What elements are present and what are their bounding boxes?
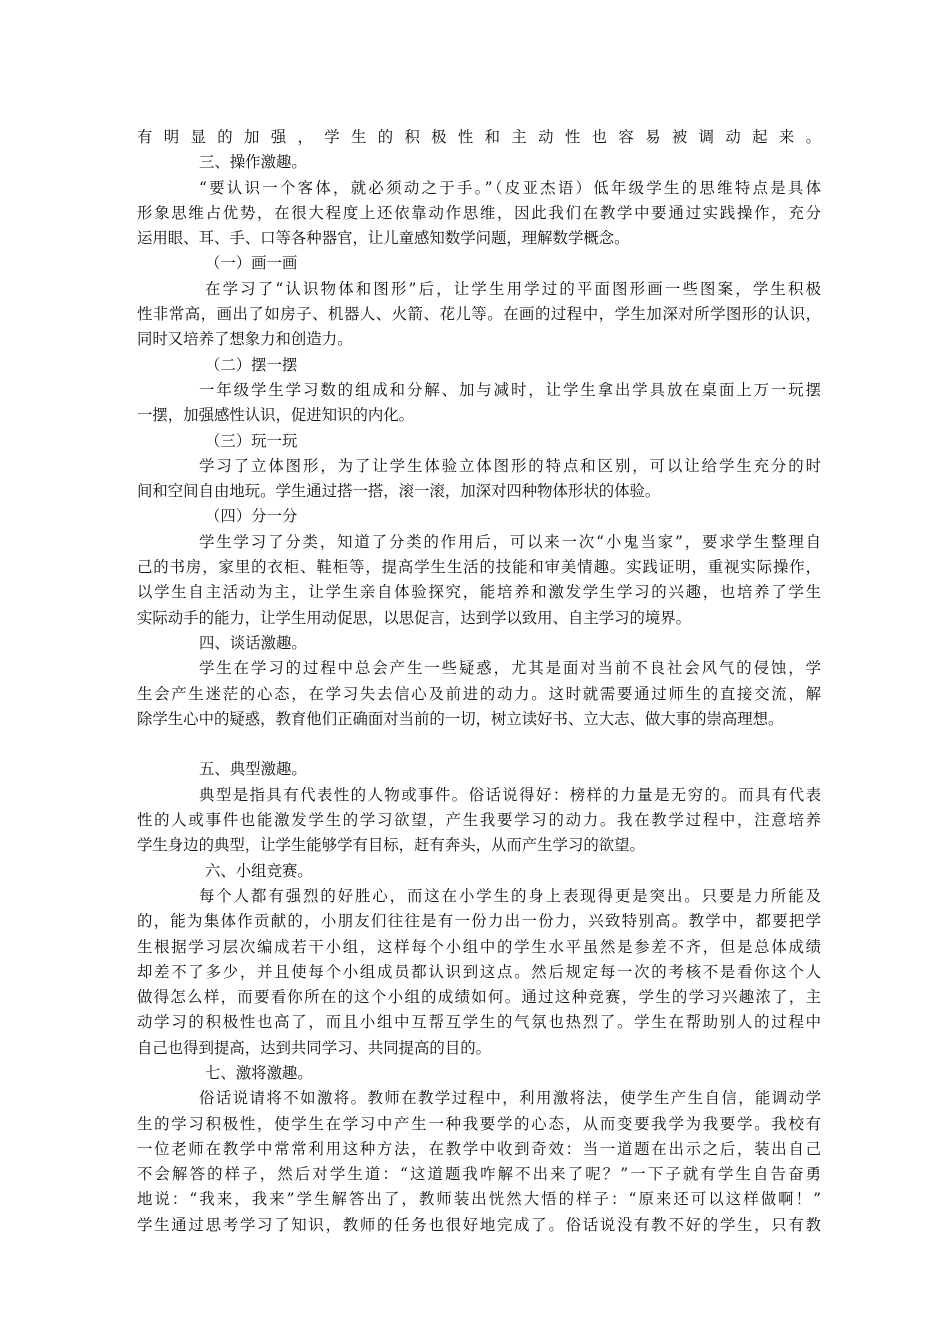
subheading-sort: （四）分一分: [205, 507, 298, 526]
text-line: 运用眼、耳、手、口等各种器官，让儿童感知数学问题，理解数学概念。: [137, 229, 630, 248]
text-line: 学生在学习的过程中总会产生一些疑惑，尤其是面对当前不良社会风气的侵蚀，学: [199, 659, 821, 678]
section-heading-model: 五、典型激趣。: [199, 760, 307, 779]
text-line: 不会解答的样子，然后对学生道：“这道题我咋解不出来了呢？”一下子就有学生自告奋勇: [137, 1165, 821, 1184]
text-line: 学习了立体图形，为了让学生体验立体图形的特点和区别，可以让给学生充分的时: [199, 456, 821, 475]
text-line: 学生通过思考学习了知识，教师的任务也很好地完成了。俗话说没有教不好的学生，只有教: [137, 1215, 821, 1234]
text-line: 自己也得到提高，达到共同学习、共同提高的目的。: [137, 1038, 491, 1057]
text-line: 一位老师在教学中常常利用这种方法，在教学中收到奇效：当一道题在出示之后，装出自己: [137, 1139, 821, 1158]
text-line: 己的书房，家里的衣柜、鞋柜等，提高学生生活的技能和审美情趣。实践证明，重视实际操作，: [137, 558, 821, 577]
section-heading-group-contest: 六、小组竞赛。: [205, 861, 313, 880]
text-line: 一年级学生学习数的组成和分解、加与减时，让学生拿出学具放在桌面上万一玩摆: [199, 380, 821, 399]
text-line: 每个人都有强烈的好胜心，而这在小学生的身上表现得更是突出。只要是力所能及: [199, 886, 821, 905]
text-line: 在学习了“认识物体和图形”后，让学生用学过的平面图形画一些图案，学生积极: [205, 279, 821, 298]
text-line: 做得怎么样，而要看你所在的这个小组的成绩如何。通过这种竞赛，学生的学习兴趣浓了，主: [137, 988, 821, 1007]
document-body: [137, 125, 821, 1238]
text-line: 有明显的加强，学生的积极性和主动性也容易被调动起来。: [137, 128, 821, 146]
text-line: 动学习的积极性也高了，而且小组中互帮互学生的气氛也热烈了。学生在帮助别人的过程中: [137, 1013, 821, 1032]
text-line: 性的人或事件也能激发学生的学习欲望，产生我要学习的动力。我在教学过程中，注意培养: [137, 811, 821, 830]
text-line: 地说：“我来，我来”学生解答出了，教师装出恍然大悟的样子：“原来还可以这样做啊！”: [137, 1190, 821, 1209]
text-line: 形象思维占优势，在很大程度上还依靠动作思维，因此我们在教学中要通过实践操作，充分: [137, 203, 821, 222]
text-line: 生会产生迷茫的心态，在学习失去信心及前进的动力。这时就需要通过师生的直接交流，解: [137, 684, 821, 703]
text-line: 除学生心中的疑惑，教育他们正确面对当前的一切，树立读好书、立大志、做大事的崇高理想。: [137, 709, 784, 728]
text-line: 实际动手的能力，让学生用动促思，以思促言，达到学以致用、自主学习的境界。: [137, 608, 692, 627]
subheading-draw: （一）画一画: [205, 254, 298, 273]
text-line: 性非常高，画出了如房子、机器人、火箭、花儿等。在画的过程中，学生加深对所学图形的认识，: [137, 305, 821, 324]
text-line: 学生学习了分类，知道了分类的作用后，可以来一次“小鬼当家”，要求学生整理自: [199, 532, 821, 551]
text-line: 俗话说请将不如激将。教师在教学过程中，利用激将法，使学生产生自信，能调动学: [199, 1089, 821, 1108]
subheading-arrange: （二）摆一摆: [205, 355, 298, 374]
text-line: 间和空间自由地玩。学生通过搭一搭，滚一滚，加深对四种物体形状的体验。: [137, 482, 661, 501]
text-line: 以学生自主活动为主，让学生亲自体验探究，能培养和激发学生学习的兴趣，也培养了学生: [137, 583, 821, 602]
subheading-play: （三）玩一玩: [205, 431, 298, 450]
text-line: 生的学习积极性，使学生在学习中产生一种我要学的心态，从而变要我学为我要学。我校有: [137, 1114, 821, 1133]
text-line: 一摆，加强感性认识，促进知识的内化。: [137, 406, 415, 425]
text-line: 却差不了多少，并且使每个小组成员都认识到这点。然后规定每一次的考核不是看你这个人: [137, 962, 821, 981]
blank-line: [137, 732, 821, 757]
section-heading-operation: 三、操作激趣。: [199, 153, 307, 172]
text-line: 学生身边的典型，让学生能够学有目标，赶有奔头，从而产生学习的欲望。: [137, 836, 645, 855]
section-heading-conversation: 四、谈话激趣。: [199, 633, 307, 652]
text-line: 生根据学习层次编成若干小组，这样每个小组中的学生水平虽然是参差不齐，但是总体成绩: [137, 937, 821, 956]
section-heading-provocation: 七、激将激趣。: [205, 1063, 313, 1082]
text-line: 典型是指具有代表性的人物或事件。俗话说得好：榜样的力量是无穷的。而具有代表: [199, 785, 821, 804]
text-line: 同时又培养了想象力和创造力。: [137, 330, 353, 349]
text-line: “要认识一个客体，就必须动之于手。”（皮亚杰语）低年级学生的思维特点是具体: [199, 178, 821, 197]
text-line: 的，能为集体作贡献的，小朋友们往往是有一份力出一份力，兴致特别高。教学中，都要把学: [137, 912, 821, 931]
